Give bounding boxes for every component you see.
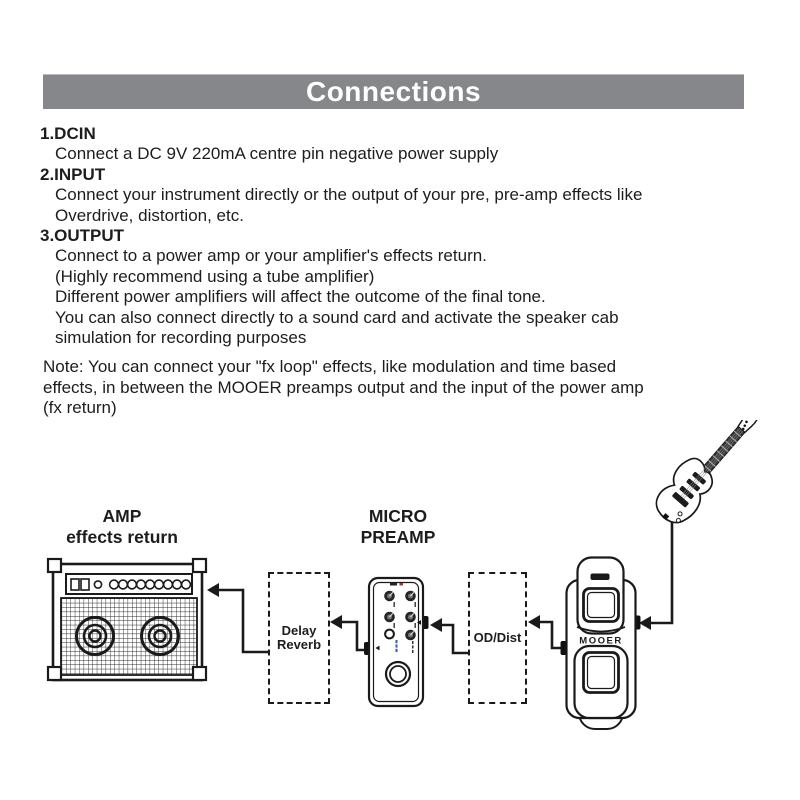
mooer-logo-text: MOOER xyxy=(579,635,623,647)
body-line: Different power amplifiers will affect the outcome of the final tone. xyxy=(55,287,546,307)
arrowhead-into-od xyxy=(528,615,540,629)
heading-output: 3.OUTPUT xyxy=(40,226,125,246)
arrowhead-into-amp xyxy=(207,583,219,597)
body-line: simulation for recording purposes xyxy=(55,328,307,348)
arrow-preamp-to-delay xyxy=(341,622,368,650)
note-block xyxy=(40,357,760,418)
preamp-label-line1: MICRO xyxy=(368,506,428,526)
note-line: Note: You can connect your "fx loop" effects, like modulation and time based xyxy=(43,357,617,377)
body-line: Connect your instrument directly or the output of your pre, pre-amp effects like xyxy=(55,185,643,205)
preamp-top-marking xyxy=(390,583,397,586)
body-line: Connect a DC 9V 220mA centre pin negative power supply xyxy=(55,144,499,164)
note-line: (fx return) xyxy=(43,398,117,418)
page-title: Connections xyxy=(305,76,482,107)
section-header-bar xyxy=(43,74,744,109)
body-line: Connect to a power amp or your amplifier's effects return. xyxy=(55,246,487,266)
heading-dcin: 1.DCIN xyxy=(40,124,96,143)
amp-grille xyxy=(61,598,197,675)
od-box-label: OD/Dist xyxy=(473,630,522,645)
arrow-od-to-preamp xyxy=(441,625,468,653)
preamp-label-line2: PREAMP xyxy=(360,527,436,547)
heading-input: 2.INPUT xyxy=(40,164,106,184)
instructions-block xyxy=(40,124,760,419)
arrowhead-into-preamp xyxy=(430,618,442,632)
amp-label-line1: AMP xyxy=(102,506,142,526)
arrowhead-into-delay xyxy=(330,615,342,629)
guitar-cable xyxy=(650,516,672,623)
amp-label-line2: effects return xyxy=(66,527,178,547)
connection-diagram xyxy=(0,420,800,800)
delay-box-line2: Reverb xyxy=(276,637,322,652)
arrowhead-into-mooer xyxy=(639,616,651,630)
micro-preamp-illustration xyxy=(364,578,429,706)
note-line: effects, in between the MOOER preamps output and the input of the power amp xyxy=(43,377,644,397)
amp-illustration xyxy=(48,559,206,680)
preamp-switch-button xyxy=(385,630,394,639)
delay-box-line1: Delay xyxy=(281,623,317,638)
mooer-pedal-notch xyxy=(591,574,610,581)
guitar-illustration xyxy=(647,420,773,531)
arrow-delay-to-amp xyxy=(218,590,268,652)
arrow-mooer-to-od xyxy=(539,622,562,648)
body-line: Overdrive, distortion, etc. xyxy=(55,205,244,225)
mooer-pedal-illustration xyxy=(561,558,641,730)
body-line: (Highly recommend using a tube amplifier) xyxy=(55,266,375,286)
body-line: You can also connect directly to a sound card and activate the speaker cab xyxy=(55,307,619,327)
amp-control-panel xyxy=(66,574,192,594)
